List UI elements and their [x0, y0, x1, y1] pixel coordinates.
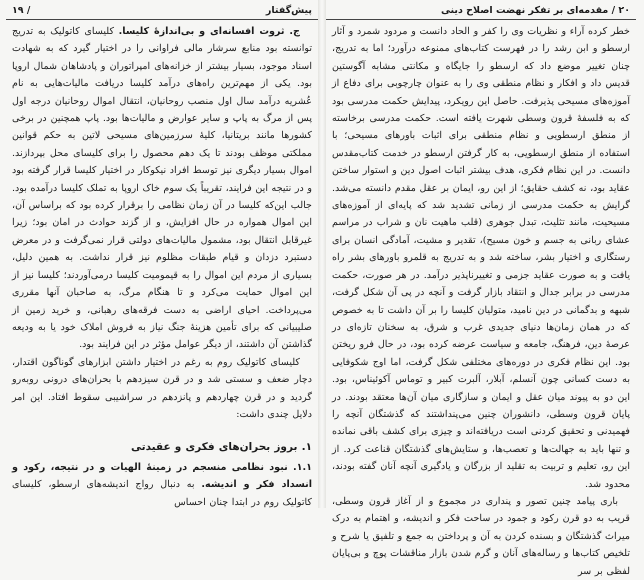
paragraph: باری پیامد چنین تصور و پنداری در مجموع و از آغاز قرون وسطی، قریب به دو قرن رکود و جمود در ساحت فکر و اندیشه، و اهتمام به درک میراث گذشتگان و بسنده کردن به آن و پرداختن به جمع و تلفیق یا شرح و تلخیص کتاب‌ها و رساله‌های آنان و گرم شدن بازار مناقشات پوچ و بی‌پایان لفظی بر سر [332, 495, 630, 577]
page-header-left [6, 0, 318, 20]
book-gutter [318, 0, 326, 508]
page-number-left: / ۱۹ [12, 5, 31, 16]
running-title-left: پیش‌گفتار [265, 5, 312, 16]
right-page [326, 0, 636, 577]
page-header-right [326, 0, 636, 20]
paragraph: خطر کرده آراء و نظریات وی را کفر و الحاد دانست و مردود شمرد و آثار ارسطو و ابن رشد را در فهرست کتاب‌های ممنوعه درآورد؛ اما به تدریج، چنان تغییر موضع داد که ارسطو را جایگاه و مکانتی مشابه آگوستین قدیس داد و افکار و نظام منطقی وی را به عنوان چارچوبی برای دفاع از آموزه‌های مسیحی پذیرفت. حاصل این رویکرد، پیدایش حکمت مدرسی بود که به فلسفهٔ قرون وسطی شهرت یافته است. حکمت مدرسی برخاسته از منطق ارسطویی و نظام منطقی برای اثبات باورهای مسیحی؛ با استفاده از منطق ارسطویی، به کار گرفتن ارسطو در خدمت کتاب‌مقدس دانست. در این نظام فکری، هدف بیشتر اثبات اصول دین و استوار ساختن عقاید بود، نه کشف حقایق؛ از این رو، ایمان بر عقل مقدم دانسته می‌شد. گرایش به حکمت مدرسی از زمانی تشدید شد که پایه‌ای از آموزه‌های مسیحیت، مانند تثلیث، تبدل جوهری (قلب ماهیت نان و شراب در مراسم عشای ربانی به جسم و خون مسیح)، تقدیر و مشیت، آمادگی انسان برای رستگاری و اختیار بشر، ساخته شد و به تدریج به قلمرو باورهای بشر راه یافت و به صورت عقاید جزمی و تغییرناپذیر درآمد. در هر صورت، حکمت مدرسی در برابر جدال و انتقاد بازار گرفت و آنچه در پی آن شکل گرفت، شبهه و بدگمانی در دین نامید، متولیان کلیسا را بر آن داشت تا به خصوص که در همان زمان‌ها دنیای جدیدی غرب و شرق، به سخنان تازه‌ای در عرصهٔ دین، فرهنگ، جامعه و سیاست عرضه کرده بود، در حال فرو ریختن بود. این نظام فکری در دوره‌های مختلفی شکل گرفت، اما اوج شکوفایی به دست کسانی چون آنسلم، آبلار، آلبرت کبیر و توماس آکوئیناس، بود. این دو به پیوند میان عقل و ایمان و سازگاری میان آن‌ها معتقد بودند. در پایان قرون وسطی، دانشوران چنین می‌پنداشتند که گذشتگان آنچه را فهمیدنی و تحقیق کردنی است دریافته‌اند و چیزی برای کشف باقی نمانده و تنها باید به جهالت‌ها و تعصب‌ها، و ستایش‌های گذشتگان قناعت کرد. از این رو، تعلیم و تربیت به تقلید از بزرگان و یادگیری آنچه آنان گفته بودند، محدود شد. [332, 26, 630, 490]
left-page [6, 0, 318, 508]
page-body-right [326, 20, 636, 580]
page-number-right: ۲۰ [618, 5, 630, 16]
paragraph: کلیسای کاتولیک روم به رغم در اختیار داشتن ابزارهای گوناگون اقتدار، دچار ضعف و سستی شد و در قرن سیزدهم با بحران‌های درونی روبه‌رو گردید و در قرن چهاردهم و پانزدهم در سراشیبی سقوط افتاد. این امر دلایل چندی داشت: [12, 356, 312, 420]
paragraph-text: کلیسای کاتولیک به تدریج توانسته بود منابع سرشار مالی فراوانی را در اختیار گیرد که به شهادت اسناد موجود، بسیار بیشتر از خزانه‌های امپراتوران و پادشاهان شمال اروپا بود. یکی از مهم‌ترین راه‌های درآمد کلیسا دریافت مالیات‌هایی به نام عُشریه درآمد سال اول منصب روحانیان، انتقال اموال روحانیان درجه اول پس از مرگ به پاپ و سایر عوارض و مالیات‌ها بود. پاپ همچنین در برخی کشورها مانند بریتانیا، کلیهٔ سرزمین‌های مسیحی لاتین به حکم قوانین مملکتی موظف بودند تا یک دهم محصول را برای کلیسای محل بپردازند. اموال بسیار دیگری نیز توسط افراد نیکوکار در اختیار کلیسا قرار گرفته بود و در نتیجه این فرایند، تقریباً یک سوم خاک اروپا به تملک کلیسا درآمده بود. جالب این‌که کلیسا در آن زمان نظامی را برقرار کرده بود که براساس آن، این اموال همواره در حال افزایش، و از گزند حوادث در امان بود؛ زیرا غیرقابل انتقال بود، مشمول مالیات‌های دولتی قرار نمی‌گرفت و در معرض دستبرد دزدان و قیام طبقات مظلوم نیز قرار نداشت. به همین دلیل، بسیاری از مردم این اموال را به قیمومیت کلیسا درمی‌آوردند؛ کلیسا نیز از این اموال حمایت می‌کرد و تا هنگام مرگ، به صاحبان آنها مقرری می‌پرداخت. احیای اراضی به دست فرقه‌های رهبانی، و خرید زمین از صلیبیانی که برای تأمین هزینهٔ جنگ نیاز به فروش املاک خود یا به ودیعه گذاشتن آن داشتند، از دیگر عوامل مؤثر در این فرایند بود. [11, 26, 312, 351]
paragraph-text: به دنبال رواج اندیشه‌های ارسطو، کلیسای کاتولیک روم در ابتدا چنان احساس [12, 479, 312, 508]
paragraph [12, 23, 312, 354]
paragraph-lead: ج. ثروت افسانه‌ای و بی‌اندازهٔ کلیسا. [118, 26, 300, 37]
page-header-right-group [441, 5, 630, 16]
running-title-right: / مقدمه‌ای بر تفکر نهضت اصلاح دینی [440, 5, 616, 16]
paragraph [12, 459, 312, 511]
section-heading: ۱. بروز بحران‌های فکری و عقیدتی [131, 441, 312, 454]
subsection-heading: ۱.۱. نبود نظامی منسجم در زمینهٔ الهیات و در نتیجه، رکود و انسداد فکر و اندیشه. [12, 461, 312, 491]
page-body-left [6, 20, 318, 511]
